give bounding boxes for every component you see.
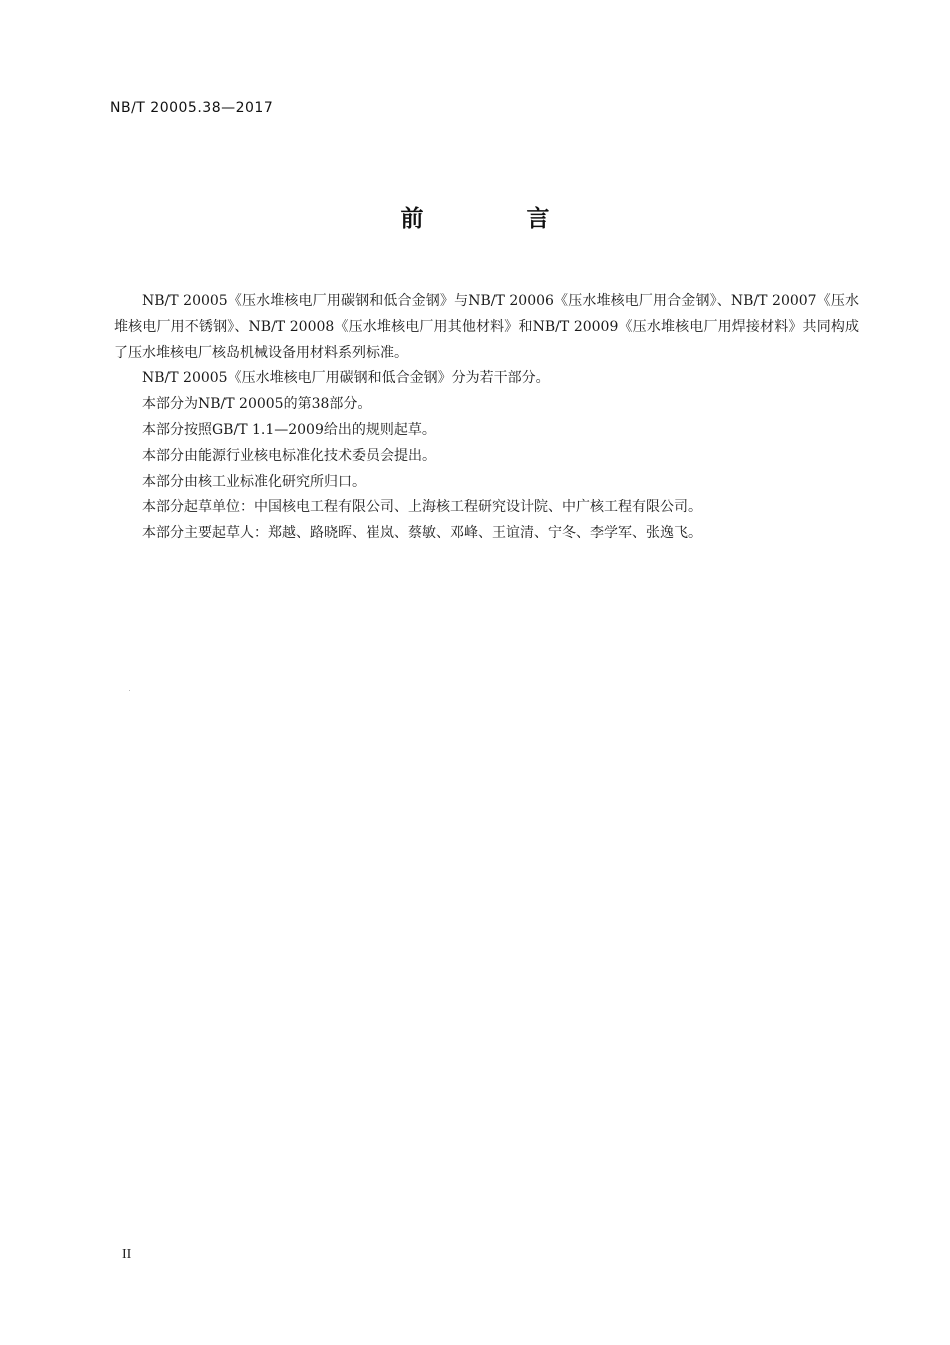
paragraph-under-jurisdiction: 本部分由核工业标准化研究所归口。 [142,473,366,490]
page-number: II [122,1247,132,1262]
paragraph-parts: NB/T 20005《压水堆核电厂用碳钢和低合金钢》分为若干部分。 [142,370,550,387]
paragraph-series-standards: NB/T 20005《压水堆核电厂用碳钢和低合金钢》与NB/T 20006《压水堆核电厂用合金钢》、NB/T 20007《压水堆核电厂用不锈钢》、NB/T 20008《压水堆核电厂用其他材料》和NB/T 20009《压水堆核电厂用焊接材料》共同构成了压水堆核电厂核岛机械设备用材料系列标准。 [114,293,859,361]
standard-number-header: NB/T 20005.38—2017 [110,100,274,116]
scan-speck [129,690,130,691]
paragraph-drafting-rules: 本部分按照GB/T 1.1—2009给出的规则起草。 [142,421,436,438]
paragraph-part-number: 本部分为NB/T 20005的第38部分。 [142,396,372,413]
paragraph-main-drafters: 本部分主要起草人：郑越、路晓晖、崔岚、蔡敏、邓峰、王谊清、宁冬、李学军、张逸飞。 [142,525,702,542]
paragraph-proposed-by: 本部分由能源行业核电标准化技术委员会提出。 [142,447,436,464]
foreword-title: 前 言 [400,206,590,232]
foreword-body [114,289,859,547]
paragraph-drafting-organizations: 本部分起草单位：中国核电工程有限公司、上海核工程研究设计院、中广核工程有限公司。 [142,499,702,516]
